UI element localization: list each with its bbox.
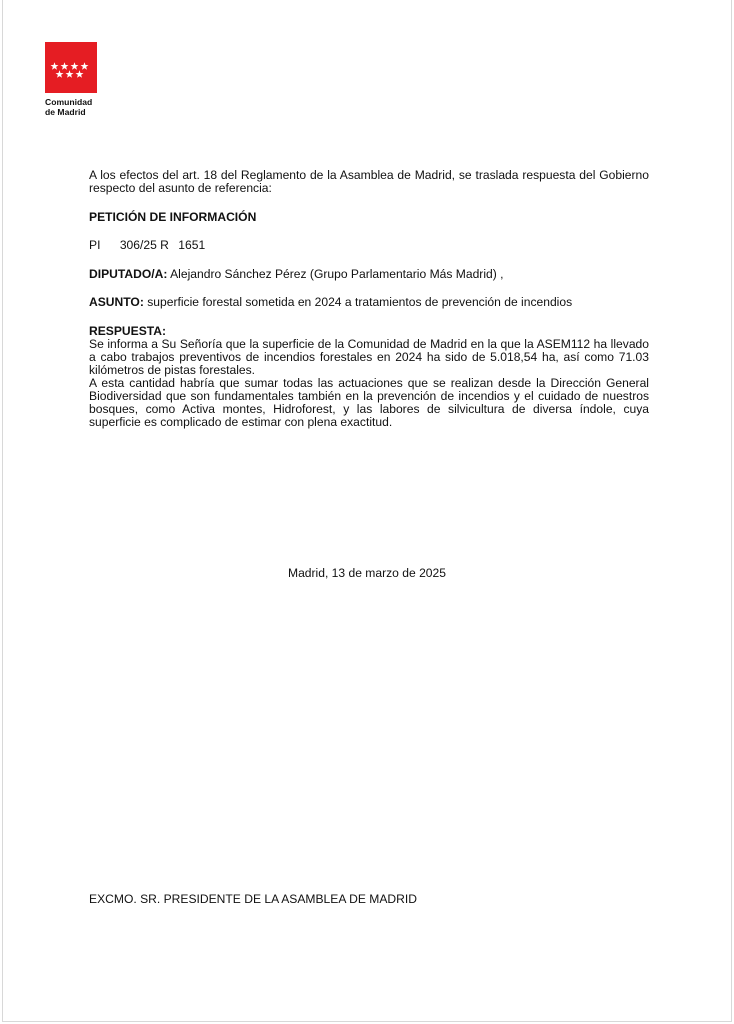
star-icon <box>76 70 84 78</box>
asunto-line <box>89 296 649 309</box>
addressee: EXCMO. SR. PRESIDENTE DE LA ASAMBLEA DE MADRID <box>89 892 417 906</box>
comunidad-de-madrid-logo <box>45 42 99 120</box>
logo-text-line1: Comunidad <box>45 97 93 107</box>
star-icon <box>61 62 69 70</box>
diputado-label: DIPUTADO/A: <box>89 267 168 281</box>
star-icon <box>71 62 79 70</box>
diputado-line <box>89 268 649 281</box>
respuesta-paragraph-2: A esta cantidad habría que sumar todas las actuaciones que se realizan desde la Dirección General Biodiversidad que son fundamentales también en la prevención de incendios y el cuidado de nuestros bosques, como Activa montes, Hidroforest, y las labores de silvicultura de diversa índole, cuya superficie es complicado de estimar con plena exactitud. <box>89 376 649 429</box>
pi-reference <box>89 239 649 252</box>
star-icon <box>51 62 59 70</box>
asunto-label: ASUNTO: <box>89 295 144 309</box>
star-icon <box>66 70 74 78</box>
logo-text <box>45 97 99 117</box>
document-page <box>2 0 732 1022</box>
document-date: Madrid, 13 de marzo de 2025 <box>288 566 446 580</box>
pi-number: 306/25 R <box>119 238 169 252</box>
pi-registry: 1651 <box>178 238 206 252</box>
peticion-title: PETICIÓN DE INFORMACIÓN <box>89 210 257 224</box>
respuesta-block <box>89 325 649 429</box>
respuesta-paragraph-1: Se informa a Su Señoría que la superficie de la Comunidad de Madrid en la que la ASEM112 ha llevado a cabo trabajos preventivos de incendios forestales en 2024 ha sido de 5.018,54 ha, así como 71.03 kilómetros de pistas forestales. <box>89 337 649 377</box>
respuesta-label: RESPUESTA: <box>89 324 167 338</box>
logo-text-line2: de Madrid <box>45 107 86 117</box>
pi-code: PI <box>89 238 101 252</box>
intro-paragraph: A los efectos del art. 18 del Reglamento de la Asamblea de Madrid, se traslada respuesta del Gobierno respecto del asunto de referencia: <box>89 168 649 195</box>
madrid-flag-icon <box>45 42 97 93</box>
diputado-value: Alejandro Sánchez Pérez (Grupo Parlamentario Más Madrid) , <box>170 267 504 281</box>
asunto-value: superficie forestal sometida en 2024 a tratamientos de prevención de incendios <box>147 295 573 309</box>
star-icon <box>56 70 64 78</box>
star-icon <box>81 62 89 70</box>
